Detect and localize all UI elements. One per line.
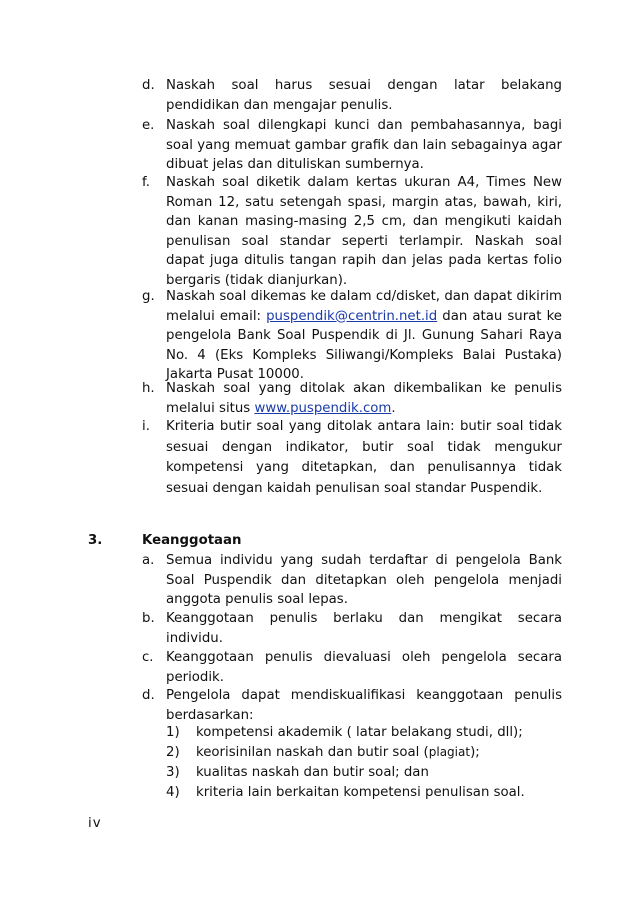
- section-item-a: [142, 551, 562, 610]
- list-item-text: Keanggotaan penulis berlaku dan mengikat secara individu.: [166, 611, 562, 646]
- list-item-text: Kriteria butir soal yang ditolak antara lain: butir soal tidak sesuai dengan indikator, butir soal tidak mengukur kompetensi yang ditetapkan, dan penulisannya tidak sesuai dengan kaidah penulisan soal standar Puspendik.: [166, 419, 562, 496]
- text-segment: keorisinilan naskah dan butir soal (: [196, 745, 429, 760]
- list-marker: a.: [142, 553, 155, 568]
- sub-item-2: [166, 743, 566, 763]
- list-marker: h.: [142, 381, 155, 396]
- list-item-text: Pengelola dapat mendiskualifikasi keanggotaan penulis berdasarkan:: [166, 688, 562, 723]
- section-item-c: [142, 648, 562, 687]
- list-item-text: Semua individu yang sudah terdaftar di pengelola Bank Soal Puspendik dan ditetapkan oleh pengelola menjadi anggota penulis soal lepas.: [166, 553, 562, 607]
- website-link[interactable]: www.puspendik.com: [254, 400, 392, 416]
- list-item-text: Naskah soal dilengkapi kunci dan pembahasannya, bagi soal yang memuat gambar grafik dan lain sebagainya agar dibuat jelas dan dituliskan sumbernya.: [166, 118, 562, 172]
- list-marker: e.: [142, 118, 155, 133]
- list-item-text: kualitas naskah dan butir soal; dan: [196, 765, 429, 780]
- text-segment: );: [470, 745, 480, 760]
- sub-item-3: [166, 763, 566, 783]
- list-marker: g.: [142, 289, 155, 304]
- list-marker: 4): [166, 785, 180, 800]
- text-segment: .: [391, 400, 396, 416]
- list-item-g: [142, 287, 562, 385]
- list-item-text: Naskah soal harus sesuai dengan latar belakang pendidikan dan mengajar penulis.: [166, 78, 562, 113]
- list-item-text: [166, 287, 562, 385]
- section-title: Keanggotaan: [142, 533, 242, 548]
- list-item-text: [196, 743, 566, 763]
- list-item-text: [166, 379, 562, 418]
- list-item-i: [142, 417, 562, 499]
- email-link[interactable]: puspendik@centrin.net.id: [266, 308, 438, 324]
- sub-item-4: [166, 783, 566, 803]
- list-item-h: [142, 379, 562, 418]
- list-marker: d.: [142, 688, 155, 703]
- list-item-text: Naskah soal diketik dalam kertas ukuran A4, Times New Roman 12, satu setengah spasi, margin atas, bawah, kiri, dan kanan masing-masing 2,5 cm, dan mengikuti kaidah penulisan soal standar seperti terlampir. Naskah soal dapat juga ditulis tangan rapih dan jelas pada kertas folio bergaris (tidak dianjurkan).: [166, 175, 562, 288]
- list-marker: f.: [142, 175, 150, 190]
- list-item-text: Keanggotaan penulis dievaluasi oleh pengelola secara periodik.: [166, 650, 562, 685]
- list-item-d: [142, 76, 562, 115]
- sub-item-1: [166, 723, 566, 743]
- text-segment: Naskah soal dikemas ke dalam cd/disket, dan dapat dikirim melalui email:: [166, 289, 562, 324]
- text-segment: dan atau surat ke pengelola Bank Soal Puspendik di Jl. Gunung Sahari Raya No. 4 (Eks Kompleks Siliwangi/Kompleks Balai Pustaka) Jakarta Pusat 10000.: [166, 308, 562, 382]
- section-number: 3.: [88, 533, 103, 548]
- page-number: iv: [88, 816, 102, 831]
- list-marker: 1): [166, 725, 180, 740]
- text-segment: Naskah soal yang ditolak akan dikembalikan ke penulis melalui situs: [166, 381, 562, 416]
- list-item-text: kompetensi akademik ( latar belakang studi, dll);: [196, 725, 523, 740]
- list-marker: 2): [166, 745, 180, 760]
- list-item-f: [142, 173, 562, 290]
- section-item-d: [142, 686, 562, 725]
- text-segment: plagiat: [428, 745, 471, 759]
- list-item-e: [142, 116, 562, 175]
- list-marker: b.: [142, 611, 155, 626]
- list-item-text: kriteria lain berkaitan kompetensi penulisan soal.: [196, 785, 525, 800]
- list-marker: c.: [142, 650, 154, 665]
- list-marker: i.: [142, 419, 150, 434]
- list-marker: d.: [142, 78, 155, 93]
- section-item-b: [142, 609, 562, 648]
- list-marker: 3): [166, 765, 180, 780]
